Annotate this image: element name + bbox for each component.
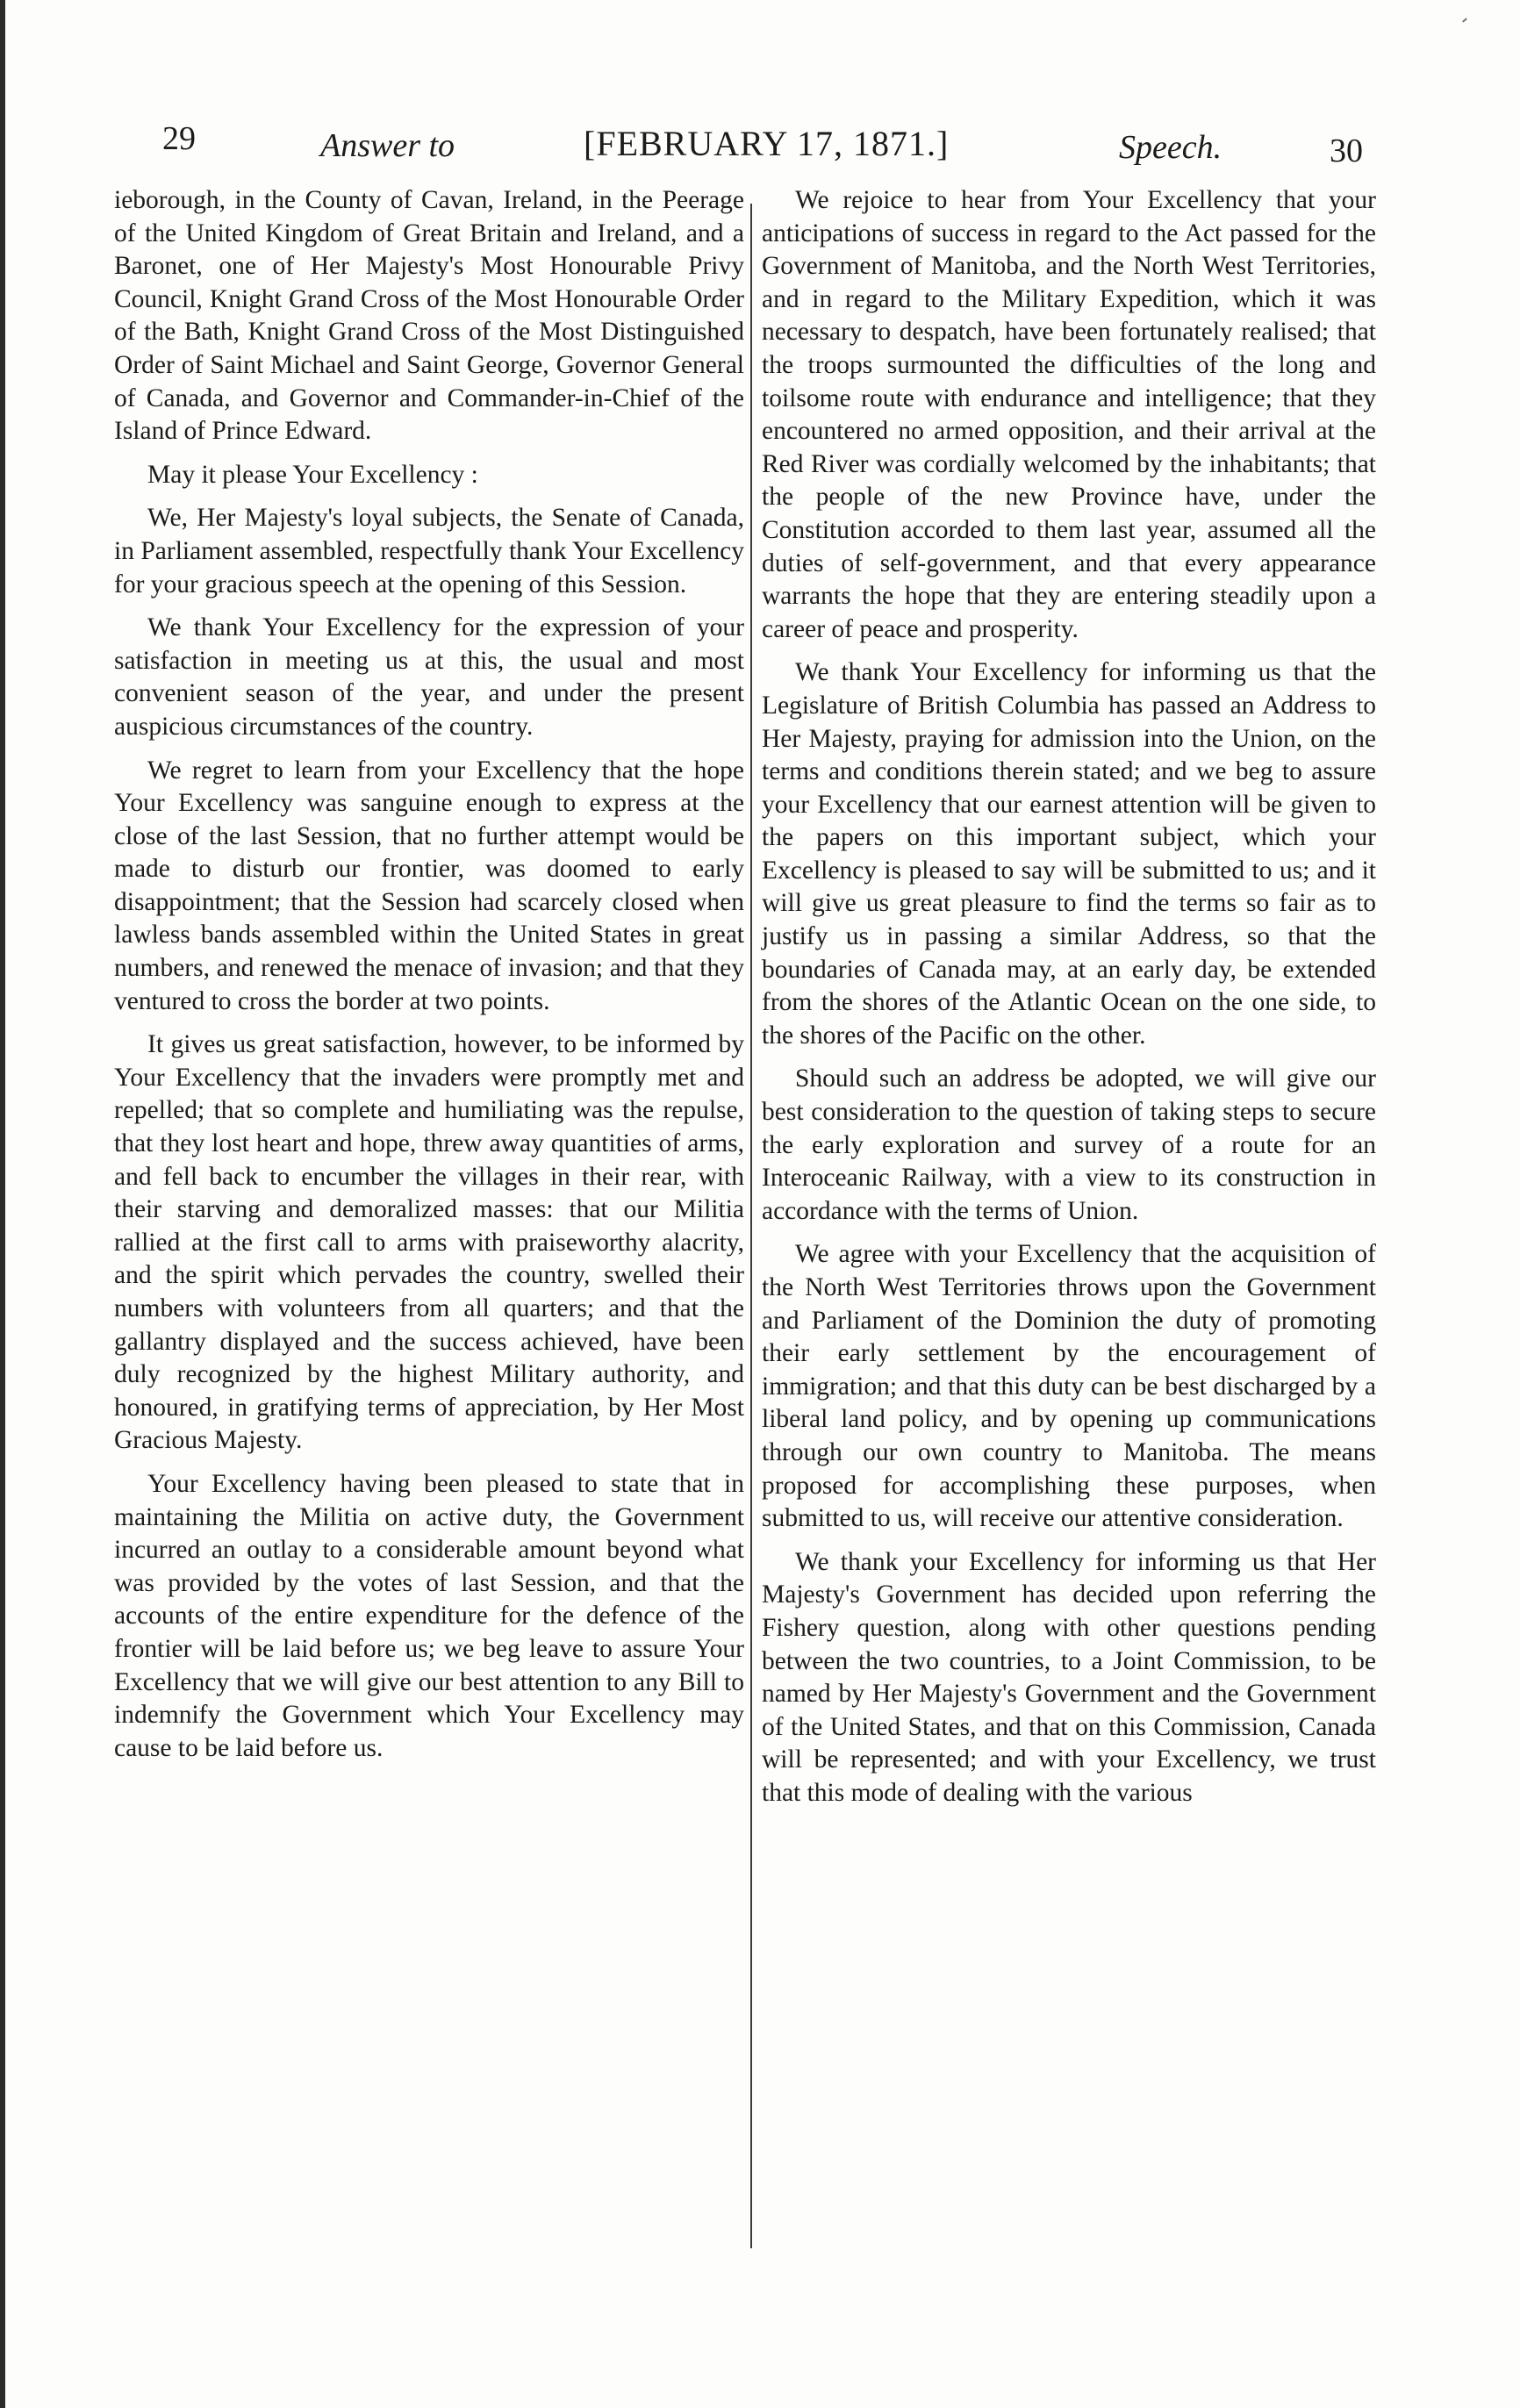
left-paragraph-6: It gives us great satisfaction, however, to be informed by Your Excellency that the invaders were promptly met and repelled; that so complete and humiliating was the repulse, that they lost heart and hope, threw away quantities of arms, and fell back to encumber the villages in their rear, with their starving and demoralized masses: that our Militia rallied at the first call to arms with praiseworthy alacrity, and the spirit which pervades the country, swelled their numbers with volunteers from all quarters; and that the gallantry displayed and the success achieved, have been duly recognized by the highest Military authority, and honoured, in gratifying terms of appreciation, by Her Most Gracious Majesty. bbox=[114, 1030, 744, 1455]
header-speech: Speech. bbox=[1119, 129, 1222, 166]
right-paragraph-3: Should such an address be adopted, we will give our best consideration to the question of taking steps to secure the early exploration and survey of a route for an Interoceanic Railway, with a view to its construction in accordance with the terms of Union. bbox=[762, 1064, 1376, 1225]
page-number-right: 30 bbox=[1330, 133, 1363, 169]
right-paragraph-4: We agree with your Excellency that the acquisition of the North West Territories throws upon the Government and Parliament of the Dominion the duty of promoting their early settlement by the encouragement of immigration; and that this duty can be best discharged by a liberal land policy, and by opening up communications through our own country to Manitoba. The means proposed for accomplishing these purposes, when submitted to us, will receive our attentive consideration. bbox=[762, 1240, 1376, 1533]
right-column bbox=[762, 184, 1376, 1821]
left-column bbox=[114, 184, 744, 1775]
left-paragraph-3: We, Her Majesty's loyal subjects, the Senate of Canada, in Parliament assembled, respectfully thank Your Excellency for your gracious speech at the opening of this Session. bbox=[114, 504, 744, 598]
page-binding-edge bbox=[0, 0, 5, 2408]
page-number-left: 29 bbox=[162, 120, 196, 157]
header-answer-to: Answer to bbox=[320, 127, 455, 164]
left-paragraph-7: Your Excellency having been pleased to state that in maintaining the Militia on active duty, the Government incurred an outlay to a considerable amount beyond what was provided by the votes of last Session, and that the accounts of the entire expenditure for the defence of the frontier will be laid before us; we beg leave to assure Your Excellency that we will give our best attention to any Bill to indemnify the Government which Your Excellency may cause to be laid before us. bbox=[114, 1469, 744, 1762]
left-paragraph-5: We regret to learn from your Excellency that the hope Your Excellency was sanguine enough to express at the close of the last Session, that no further attempt would be made to disturb our frontier, was doomed to early disappointment; that the Session had scarcely closed when lawless bands assembled within the United States in great numbers, and renewed the menace of invasion; and that they ventured to cross the border at two points. bbox=[114, 756, 744, 1015]
running-header bbox=[162, 114, 1373, 184]
scan-speck bbox=[1462, 18, 1467, 22]
left-paragraph-salutation: May it please Your Excellency : bbox=[147, 460, 478, 489]
header-date: [FEBRUARY 17, 1871.] bbox=[584, 124, 950, 163]
right-paragraph-2: We thank Your Excellency for informing us that the Legislature of British Columbia has passed an Address to Her Majesty, praying for admission into the Union, on the terms and conditions therein stated; and we beg to assure your Excellency that our earnest attention will be given to the papers on this important subject, which your Excellency is pleased to say will be submitted to us; and it will give us great pleasure to find the terms so fair as to justify us in passing a similar Address, so that the boundaries of Canada may, at an early day, be extended from the shores of the Atlantic Ocean on the one side, to the shores of the Pacific on the other. bbox=[762, 658, 1376, 1050]
left-paragraph-4: We thank Your Excellency for the expression of your satisfaction in meeting us at this, the usual and most convenient season of the year, and under the present auspicious circumstances of the country. bbox=[114, 613, 744, 741]
right-paragraph-1: We rejoice to hear from Your Excellency that your anticipations of success in regard to the Act passed for the Government of Manitoba, and the North West Territories, and in regard to the Military Expedition, which it was necessary to despatch, have been fortunately realised; that the troops surmounted the difficulties of the long and toilsome route with endurance and intelligence; that they encountered no armed opposition, and their arrival at the Red River was cordially welcomed by the inhabitants; that the people of the new Province have, under the Constitution accorded to them last year, assumed all the duties of self-government, and that every appearance warrants the hope that they are entering steadily upon a career of peace and prosperity. bbox=[762, 186, 1376, 643]
right-paragraph-5: We thank your Excellency for informing us that Her Majesty's Government has decided upon referring the Fishery question, along with other questions pending between the two countries, to a Joint Commission, to be named by Her Majesty's Government and the Government of the United States, and that on this Commission, Canada will be represented; and with your Excellency, we trust that this mode of dealing with the various bbox=[762, 1547, 1376, 1807]
left-paragraph-1: ieborough, in the County of Cavan, Ireland, in the Peerage of the United Kingdom of Great Britain and Ireland, and a Baronet, one of Her Majesty's Most Honourable Privy Council, Knight Grand Cross of the Most Honourable Order of the Bath, Knight Grand Cross of the Most Distinguished Order of Saint Michael and Saint George, Governor General of Canada, and Governor and Commander-in-Chief of the Island of Prince Edward. bbox=[114, 186, 744, 446]
column-divider bbox=[750, 204, 752, 2248]
